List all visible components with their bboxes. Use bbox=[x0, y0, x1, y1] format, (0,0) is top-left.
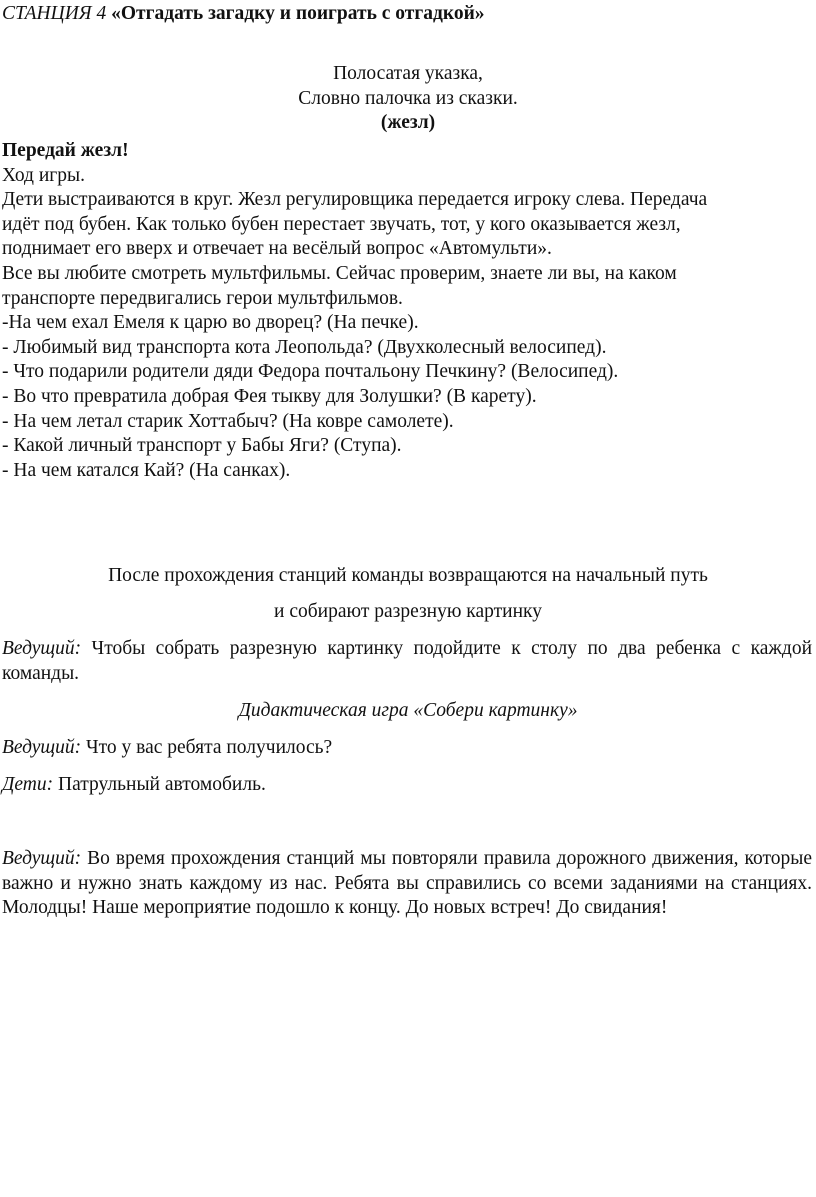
after-line-1: После прохождения станций команды возвращаются на начальный путь bbox=[108, 565, 708, 586]
game-question-1: -На чем ехал Емеля к царю во дворец? (На печке). bbox=[2, 312, 419, 334]
children-text: Патрульный автомобиль. bbox=[58, 774, 266, 795]
host-text-2: Что у вас ребята получилось? bbox=[85, 737, 333, 758]
game-line-6: транспорте передвигались герои мультфильмов. bbox=[2, 287, 403, 309]
game-question-3: - Что подарили родители дяди Федора почтальону Печкину? (Велосипед). bbox=[2, 361, 619, 383]
riddle-line-1: Полосатая указка, bbox=[333, 63, 483, 84]
host-label-1: Ведущий: bbox=[2, 638, 82, 659]
game-line-4: поднимает его вверх и отвечает на весёлый вопрос «Автомульти». bbox=[2, 238, 552, 260]
game-section bbox=[2, 139, 814, 483]
game-question-5: - На чем летал старик Хоттабыч? (На ковре самолете). bbox=[2, 410, 454, 432]
game-title: Передай жезл! bbox=[2, 140, 129, 161]
game-line-3: идёт под бубен. Как только бубен перестает звучать, тот, у кого оказывается жезл, bbox=[2, 213, 681, 235]
game-question-2: - Любимый вид транспорта кота Леопольда? (Двухколесный велосипед). bbox=[2, 336, 607, 358]
station-prefix: СТАНЦИЯ 4 bbox=[2, 3, 107, 24]
station-header bbox=[2, 2, 814, 27]
host-paragraph-3 bbox=[2, 847, 812, 921]
game-line-1: Ход игры. bbox=[2, 164, 85, 186]
host-label-2: Ведущий: bbox=[2, 737, 82, 758]
game-question-4: - Во что превратила добрая Фея тыкву для Золушки? (В карету). bbox=[2, 385, 537, 407]
riddle-line-2: Словно палочка из сказки. bbox=[298, 87, 518, 109]
children-label: Дети: bbox=[2, 774, 54, 795]
didactic-title: Дидактическая игра «Собери картинку» bbox=[238, 700, 578, 721]
riddle-answer: (жезл) bbox=[380, 112, 436, 134]
game-question-6: - Какой личный транспорт у Бабы Яги? (Ступа). bbox=[2, 435, 402, 457]
station-title: «Отгадать загадку и поиграть с отгадкой» bbox=[111, 3, 485, 24]
host-label-3: Ведущий: bbox=[2, 848, 82, 869]
host-text-3: Во время прохождения станций мы повторяли правила дорожного движения, которые важно и нужно знать каждому из нас. Ребята вы справились со всеми заданиями на станциях. Молодцы! Наше мероприятие подошло к концу. До новых встреч! До свидания! bbox=[2, 848, 812, 919]
host-paragraph-2 bbox=[2, 736, 814, 761]
host-text-1: Чтобы собрать разрезную картинку подойдите к столу по два ребенка с каждой команды. bbox=[2, 638, 813, 684]
children-paragraph bbox=[2, 773, 814, 798]
game-line-2: Дети выстраиваются в круг. Жезл регулировщика передается игроку слева. Передача bbox=[2, 189, 708, 211]
game-line-5: Все вы любите смотреть мультфильмы. Сейчас проверим, знаете ли вы, на каком bbox=[2, 262, 677, 284]
riddle bbox=[0, 62, 816, 136]
game-question-7: - На чем катался Кай? (На санках). bbox=[2, 459, 291, 481]
after-line-2: и собирают разрезную картинку bbox=[274, 601, 542, 622]
host-paragraph-1 bbox=[2, 637, 812, 686]
